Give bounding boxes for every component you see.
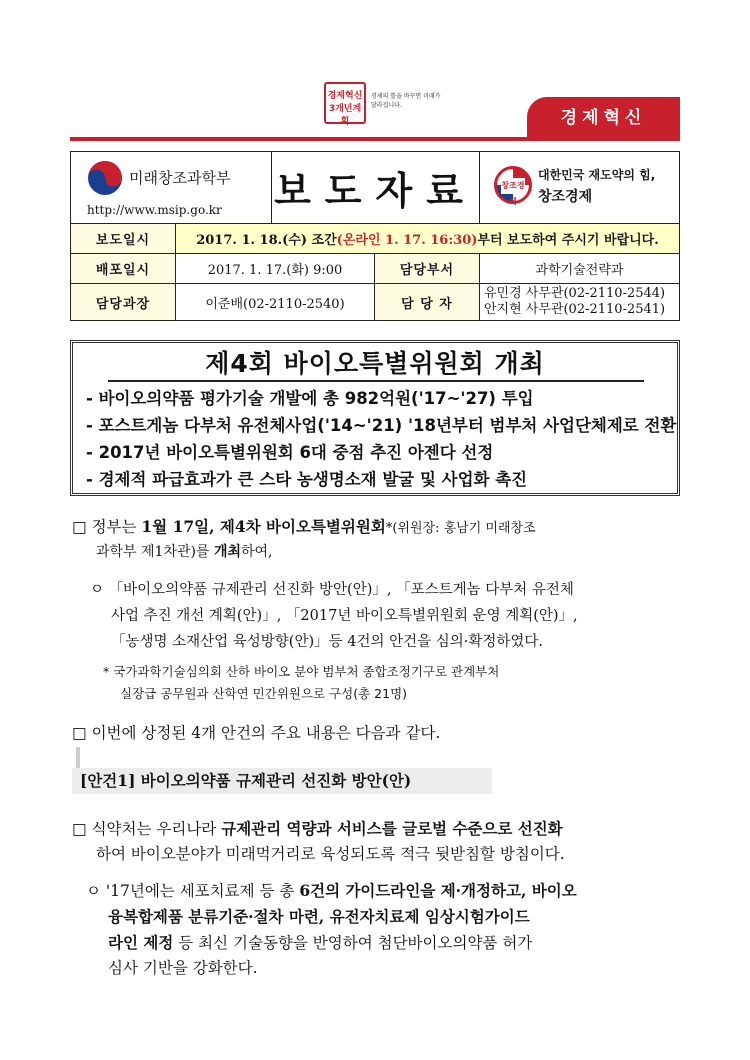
release-online-time: (온라인 1. 17. 16:30) xyxy=(336,233,478,248)
p1-text-a: □ 정부는 xyxy=(72,518,142,536)
p1-line2-c: 하여, xyxy=(241,544,273,560)
economic-innovation-badge xyxy=(324,82,442,126)
headline-sub-4: - 경제적 파급효과가 큰 스타 농생명소재 발굴 및 사업화 촉진 xyxy=(86,470,528,489)
bullet-3-line2: 융복합제품 분류기준·절차 마련, 유전자치료제 임상시험가이드 xyxy=(108,907,530,926)
taegeuk-logo-icon xyxy=(87,160,123,196)
agenda-1-heading: [안건1] 바이오의약품 규제관리 선진화 방안(안) xyxy=(72,768,492,794)
p3-text-a: □ 식약처는 우리나라 xyxy=(72,820,222,838)
distribution-date-value: 2017. 1. 17.(화) 9:00 xyxy=(176,254,375,284)
bullet-3-line4: 심사 기반을 강화한다. xyxy=(108,959,258,977)
o3-line3-bold: 라인 제정 xyxy=(108,933,174,952)
headline-sub-2: - 포스트게놈 다부처 유전체사업('14~'21) '18년부터 범부처 사업단체제로 전환 xyxy=(86,416,677,435)
creative-slogan-line1: 대한민국 재도약의 힘, xyxy=(538,168,656,182)
distribution-date-label: 배포일시 xyxy=(71,254,176,284)
agenda-marker xyxy=(76,747,80,769)
headline-sub-1: - 바이오의약품 평가기술 개발에 총 982억원('17~'27) 투입 xyxy=(86,389,534,408)
release-date-value xyxy=(176,224,680,254)
ministry-name: 미래창조과학부 xyxy=(129,169,231,187)
creative-logo-text: 창조경제 xyxy=(501,178,525,194)
p3-text-bold: 규제관리 역량과 서비스를 글로벌 수준으로 선진화 xyxy=(221,819,563,838)
paragraph-3-line2: 하여 바이오분야가 미래먹거리로 육성되도록 적극 뒷받침할 방침이다. xyxy=(96,845,565,863)
creative-slogan-line2: 창조경제 xyxy=(538,189,593,205)
creative-economy-logo-icon xyxy=(494,166,532,204)
ministry-url-link[interactable]: http://www.msip.go.kr xyxy=(87,203,222,217)
release-date-main: 2017. 1. 18.(수) 조간 xyxy=(196,233,337,248)
o3-text-a: ㅇ '17년에는 세포치료제 등 총 xyxy=(86,882,300,900)
staff-contact-1: 유민경 사무관(02-2110-2544) xyxy=(484,286,666,301)
ministry-cell xyxy=(71,152,272,225)
department-label: 담당부서 xyxy=(375,254,480,284)
header-table xyxy=(70,151,680,226)
badge-slogan: 경제의 틀을 바꾸면 미래가 달라집니다. xyxy=(371,93,441,109)
headline-sub-3: - 2017년 바이오특별위원회 6대 중점 추진 아젠다 선정 xyxy=(86,443,494,462)
footnote-line1: * 국가과학기술심의회 산하 바이오 분야 범부처 종합조정기구로 관계부처 xyxy=(103,664,500,679)
paragraph-1-line1 xyxy=(72,514,536,541)
bullet-1-line2: 사업 추진 개선 계획(안)」, 「2017년 바이오특별위원회 운영 계획(안)」, xyxy=(111,608,578,624)
headline-title: 제4회 바이오특별위원회 개최 xyxy=(205,349,545,378)
creative-economy-cell xyxy=(480,152,680,225)
staff-contacts xyxy=(480,284,680,321)
release-info-table xyxy=(70,223,680,321)
section-chief-label: 담당과장 xyxy=(71,284,176,321)
economic-innovation-banner: 경제혁신 xyxy=(527,97,680,139)
o3-line3-rest: 등 최신 기술동향을 반영하여 첨단바이오의약품 허가 xyxy=(173,934,533,952)
badge-seal-logo: 경제혁신 3개년계획 xyxy=(324,82,366,124)
p1-text-c: *(위원장: 홍남기 미래창조 xyxy=(385,521,536,536)
o3-text-bold: 6건의 가이드라인을 제·개정하고, 바이오 xyxy=(299,881,577,900)
release-date-suffix: 부터 보도하여 주시기 바랍니다. xyxy=(477,233,659,248)
section-chief-value: 이준배(02-2110-2540) xyxy=(176,284,375,321)
bullet-3-line1 xyxy=(86,878,577,904)
bullet-3-line3 xyxy=(108,930,532,956)
release-date-label: 보도일시 xyxy=(71,224,176,254)
press-release-title: 보도자료 xyxy=(272,152,480,225)
p1-line2-bold: 개최 xyxy=(213,544,241,560)
paragraph-1-line2 xyxy=(96,540,273,565)
paragraph-2: □ 이번에 상정된 4개 안건의 주요 내용은 다음과 같다. xyxy=(72,724,441,742)
banner-divider xyxy=(70,137,680,141)
bullet-1-line1: ㅇ 「바이오의약품 규제관리 선진화 방안(안)」, 「포스트게놈 다부처 유전체 xyxy=(90,582,574,598)
bullet-1-line3: 「농생명 소재산업 육성방향(안)」등 4건의 안건을 심의·확정하였다. xyxy=(111,634,543,650)
department-value: 과학기술전략과 xyxy=(480,254,680,284)
p1-line2-a: 과학부 제1차관)를 xyxy=(96,544,214,560)
staff-contact-2: 안지현 사무관(02-2110-2541) xyxy=(484,302,666,317)
staff-label: 담 당 자 xyxy=(375,284,480,321)
paragraph-3-line1 xyxy=(72,816,563,842)
headline-underline xyxy=(108,380,644,382)
footnote-line2: 실장급 공무원과 산학연 민간위원으로 구성(총 21명) xyxy=(120,686,408,701)
p1-text-bold: 1월 17일, 제4차 바이오특별위원회 xyxy=(141,517,386,536)
